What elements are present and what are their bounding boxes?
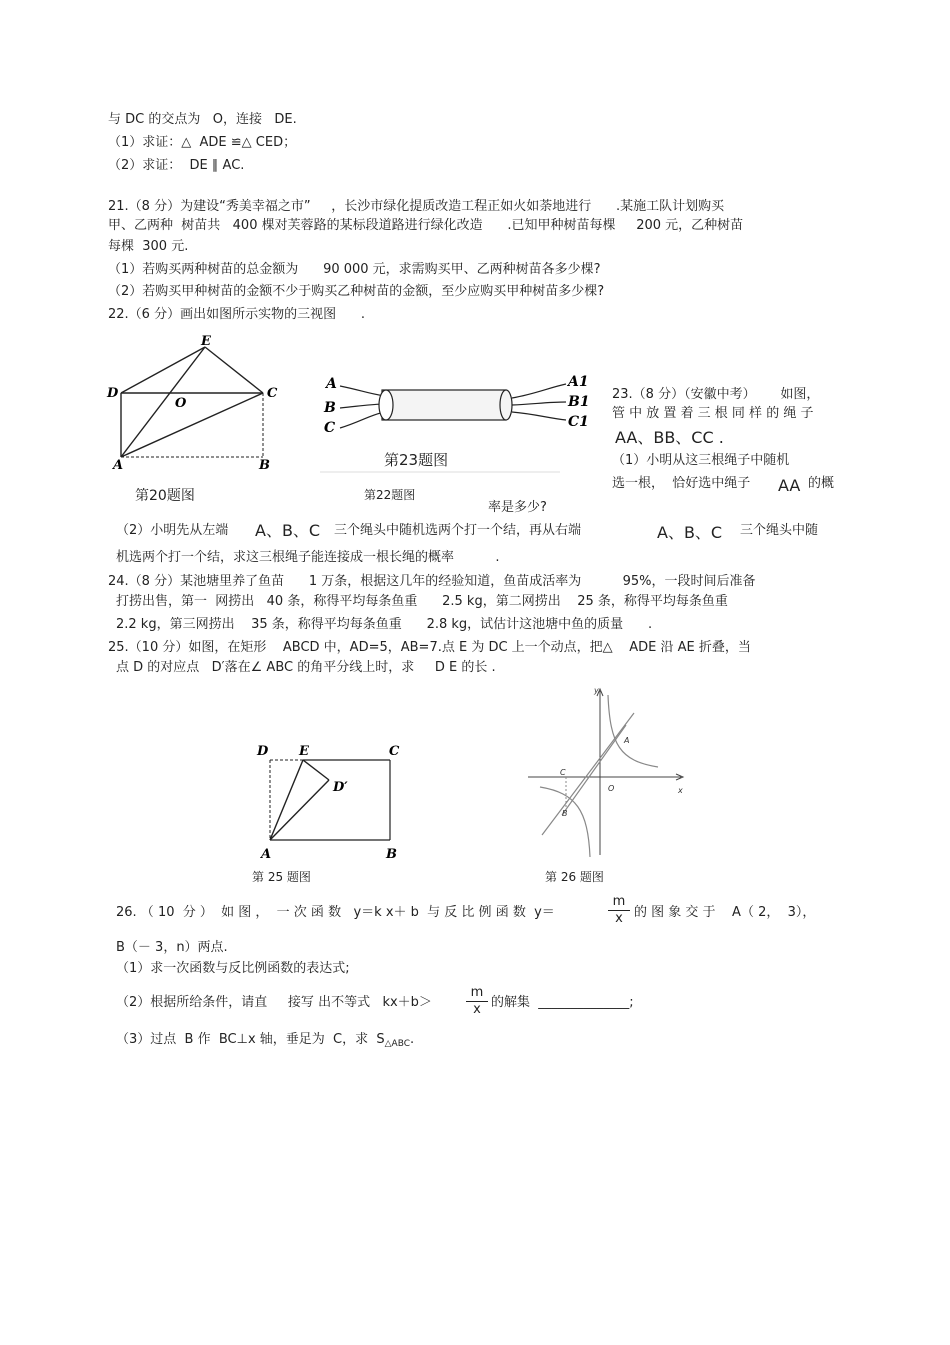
label-d: D (107, 386, 119, 401)
fraction-numerator: m (466, 985, 488, 1002)
figure-26 (528, 685, 693, 860)
area-text: （3）过点 B 作 BC⊥x 轴，垂足为 C，求 S (116, 1032, 385, 1047)
label-c1: C1 (568, 414, 589, 430)
text-line: 三个绳头中随 (740, 523, 819, 538)
label-b: B (259, 458, 270, 473)
label-a: A (261, 847, 272, 862)
text-line: 点 D 的对应点 D′落在∠ ABC 的角平分线上时，求 D E 的长 . (116, 660, 496, 675)
label-c: C (324, 420, 336, 436)
text-line: （1）若购买两种树苗的总金额为 90 000 元，求需购买甲、乙两种树苗各多少棵? (108, 262, 601, 277)
fraction-denominator: x (615, 911, 623, 926)
text-line: 与 DC 的交点为 O，连接 DE. (108, 112, 297, 127)
figure-25 (255, 740, 415, 865)
ropes-label: AA、BB、CC . (615, 428, 724, 447)
text-line: 选一根， 恰好选中绳子 (612, 476, 751, 491)
label-b1: B1 (568, 394, 590, 410)
label-o: O (175, 396, 187, 411)
label-e: E (299, 744, 309, 759)
text-line: （1）小明从这三根绳子中随机 (612, 453, 790, 468)
area-end: . (410, 1032, 415, 1047)
label-b: B (562, 809, 568, 818)
label-y: y (594, 686, 599, 695)
question-26: 26. （ 10 分 ） 如 图 ， 一 次 函 数 y＝k x＋ b 与 反 比 例 函 数 y＝ (116, 905, 555, 920)
text-line: 率是多少? (488, 500, 547, 515)
text-line: 三个绳头中随机选两个打一个结，再从右端 (334, 523, 582, 538)
label-c: C (267, 386, 278, 401)
text-line: （2）小明先从左端 (116, 523, 229, 538)
area-subscript: △ABC (384, 1039, 411, 1049)
label-a: A (326, 376, 337, 392)
fraction-denominator: x (473, 1002, 481, 1017)
fraction-m-over-x (608, 894, 630, 927)
text-line: 的解集 ______________; (491, 995, 634, 1010)
text-line: B（－ 3，n）两点. (116, 940, 228, 955)
left-ends: A、B、C (255, 521, 321, 540)
label-b: B (386, 847, 397, 862)
label-d: D (257, 744, 269, 759)
figure-23-caption: 第23题图 (384, 451, 449, 469)
text-line: 甲、乙两种 树苗共 400 棵对芙蓉路的某标段道路进行绿化改造 .已知甲种树苗每棵 200 元，乙种树苗 (108, 218, 744, 233)
text-line: 的 图 象 交 于 A（ 2， 3）， (634, 905, 816, 920)
label-a1: A1 (568, 374, 589, 390)
figure-23 (320, 368, 600, 478)
text-line: 管 中 放 置 着 三 根 同 样 的 绳 子 (612, 406, 814, 421)
figure-25-caption: 第 25 题图 (252, 870, 311, 884)
fraction-m-over-x (466, 985, 488, 1018)
label-e: E (201, 334, 211, 349)
figure-20-caption: 第20题图 (135, 488, 195, 504)
text-line: （2）根据所给条件，请直 接写 出不等式 kx＋b＞ (116, 995, 432, 1010)
text-line: 2.2 kg，第三网捞出 35 条，称得平均每条鱼重 2.8 kg，试估计这池塘中鱼的质量 . (116, 617, 653, 632)
question-23: 23.（8 分）（安徽中考） 如图， (612, 387, 820, 402)
label-b: B (324, 400, 336, 416)
question-24: 24.（8 分）某池塘里养了鱼苗 1 万条，根据这几年的经验知道，鱼苗成活率为 95%，一段时间后准备 (108, 574, 756, 589)
rope-aa1: AA (778, 476, 801, 495)
label-d-prime: D′ (333, 780, 348, 795)
label-c: C (560, 768, 566, 777)
label-o: O (608, 784, 615, 793)
text-line: 的概 (808, 476, 835, 491)
right-ends: A、B、C (657, 523, 723, 542)
figure-22-caption: 第22题图 (364, 488, 416, 502)
text-line: （1）求一次函数与反比例函数的表达式; (116, 961, 350, 976)
text-line: （2）若购买甲种树苗的金额不少于购买乙种树苗的金额，至少应购买甲种树苗多少棵? (108, 284, 605, 299)
label-c: C (389, 744, 400, 759)
text-line: 每棵 300 元. (108, 239, 189, 254)
question-25: 25.（10 分）如图，在矩形 ABCD 中，AD=5，AB=7.点 E 为 DC 上一个动点，把△ ADE 沿 AE 折叠，当 (108, 640, 751, 655)
question-21: 21.（8 分）为建设“秀美幸福之市” ，长沙市绿化提质改造工程正如火如荼地进行 .某施工队计划购买 (108, 199, 725, 214)
figure-26-caption: 第 26 题图 (545, 870, 604, 884)
figure-20 (105, 334, 285, 473)
text-line: 打捞出售，第一 网捞出 40 条，称得平均每条鱼重 2.5 kg，第二网捞出 25 条，称得平均每条鱼重 (116, 594, 728, 609)
label-a: A (113, 458, 124, 473)
label-a: A (624, 736, 630, 745)
text-line: （2）求证： DE ∥ AC. (108, 158, 245, 173)
label-x: x (678, 786, 683, 795)
text-line: （1）求证：△ ADE ≌△ CED； (108, 135, 297, 150)
question-22: 22.（6 分）画出如图所示实物的三视图 . (108, 307, 366, 322)
fraction-numerator: m (608, 894, 630, 911)
text-line (116, 1032, 414, 1052)
text-line: 机选两个打一个结，求这三根绳子能连接成一根长绳的概率 . (116, 550, 500, 565)
